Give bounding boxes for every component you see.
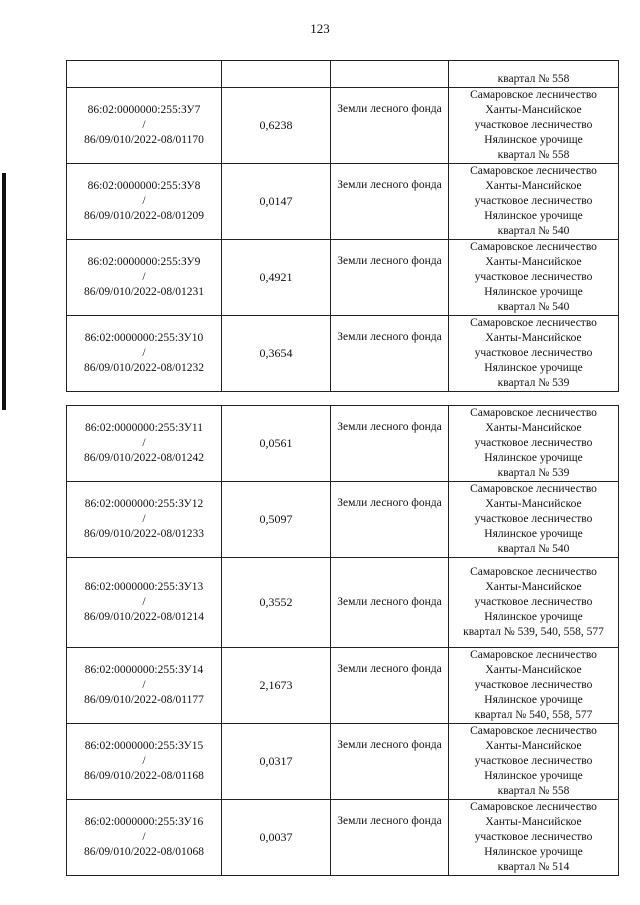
location-line: участковое лесничество xyxy=(474,195,593,207)
location-cell xyxy=(449,724,619,800)
location-line: участковое лесничество xyxy=(474,596,593,608)
separator: / xyxy=(142,271,146,283)
location-line: Самаровское лесничество xyxy=(470,483,597,495)
location-line: Нялинское урочище xyxy=(484,210,583,222)
area-cell: 2,1673 xyxy=(222,648,331,724)
land-category-cell: Земли лесного фонда xyxy=(331,482,449,558)
table-row xyxy=(67,558,619,648)
cadastral-number: 86:02:0000000:255:ЗУ10 xyxy=(84,332,204,344)
cadastral-number: 86:02:0000000:255:ЗУ14 xyxy=(84,664,204,676)
table-row xyxy=(67,88,619,164)
land-category-cell: Земли лесного фонда xyxy=(331,240,449,316)
separator: / xyxy=(142,831,146,843)
cadastral-cell xyxy=(67,482,222,558)
location-line: Нялинское урочище xyxy=(484,528,583,540)
registration-number: 86/09/010/2022-08/01242 xyxy=(83,452,205,464)
location-cell xyxy=(449,800,619,876)
location-line: участковое лесничество xyxy=(474,119,593,131)
location-line: Ханты-Мансийское xyxy=(485,581,582,593)
area-cell: 0,0037 xyxy=(222,800,331,876)
location-line: Нялинское урочище xyxy=(484,286,583,298)
cadastral-cell xyxy=(67,164,222,240)
registration-number: 86/09/010/2022-08/01231 xyxy=(83,286,205,298)
area-cell: 0,0317 xyxy=(222,724,331,800)
location-line: квартал № 540, 558, 577 xyxy=(474,709,593,721)
location-line: Ханты-Мансийское xyxy=(485,332,582,344)
cadastral-number: 86:02:0000000:255:ЗУ12 xyxy=(84,498,204,510)
margin-mark xyxy=(2,173,6,410)
location-line: Ханты-Мансийское xyxy=(485,664,582,676)
location-line: Самаровское лесничество xyxy=(470,801,597,813)
land-category-cell: Земли лесного фонда xyxy=(331,558,449,648)
location-line: Самаровское лесничество xyxy=(470,89,597,101)
table-row xyxy=(67,240,619,316)
location-line: участковое лесничество xyxy=(474,679,593,691)
registration-number: 86/09/010/2022-08/01209 xyxy=(83,210,205,222)
location-line: Нялинское урочище xyxy=(484,846,583,858)
area-cell: 0,5097 xyxy=(222,482,331,558)
table-row xyxy=(67,316,619,392)
location-line: Самаровское лесничество xyxy=(470,725,597,737)
cadastral-cell xyxy=(67,88,222,164)
area-cell: 0,6238 xyxy=(222,88,331,164)
separator: / xyxy=(142,513,146,525)
location-cell xyxy=(449,88,619,164)
registration-number: 86/09/010/2022-08/01068 xyxy=(83,846,205,858)
location-cell xyxy=(449,316,619,392)
separator: / xyxy=(142,347,146,359)
cadastral-cell xyxy=(67,316,222,392)
page-number: 123 xyxy=(310,21,330,36)
registration-number: 86/09/010/2022-08/01214 xyxy=(83,611,205,623)
table-row xyxy=(67,61,619,88)
cadastral-number: 86:02:0000000:255:ЗУ13 xyxy=(84,581,204,593)
location-line: Ханты-Мансийское xyxy=(485,498,582,510)
location-line: Ханты-Мансийское xyxy=(485,104,582,116)
separator: / xyxy=(142,195,146,207)
location-line: квартал № 540 xyxy=(497,543,570,555)
location-line: Самаровское лесничество xyxy=(470,241,597,253)
location-line: Нялинское урочище xyxy=(484,134,583,146)
location-line: Ханты-Мансийское xyxy=(485,816,582,828)
location-line: участковое лесничество xyxy=(474,513,593,525)
location-line: участковое лесничество xyxy=(474,755,593,767)
land-plots-table-1 xyxy=(66,60,619,392)
location-cell xyxy=(449,482,619,558)
cadastral-number: 86:02:0000000:255:ЗУ8 xyxy=(87,180,201,192)
location-line: Ханты-Мансийское xyxy=(485,740,582,752)
area-cell: 0,3552 xyxy=(222,558,331,648)
separator: / xyxy=(142,679,146,691)
land-category-cell: Земли лесного фонда xyxy=(331,648,449,724)
registration-number: 86/09/010/2022-08/01233 xyxy=(83,528,205,540)
table-row xyxy=(67,648,619,724)
land-category-cell: Земли лесного фонда xyxy=(331,406,449,482)
land-category-cell: Земли лесного фонда xyxy=(331,164,449,240)
cadastral-cell xyxy=(67,240,222,316)
location-line: Нялинское урочище xyxy=(484,452,583,464)
registration-number: 86/09/010/2022-08/01177 xyxy=(84,694,204,706)
cadastral-number: 86:02:0000000:255:ЗУ11 xyxy=(85,422,203,434)
table-row xyxy=(67,482,619,558)
location-line: Нялинское урочище xyxy=(484,362,583,374)
location-cell xyxy=(449,648,619,724)
cadastral-number: 86:02:0000000:255:ЗУ16 xyxy=(84,816,204,828)
location-cell xyxy=(449,406,619,482)
land-category-cell: Земли лесного фонда xyxy=(331,800,449,876)
location-line: Ханты-Мансийское xyxy=(485,256,582,268)
location-line: квартал № 558 xyxy=(497,149,570,161)
location-line: Ханты-Мансийское xyxy=(485,422,582,434)
location-line: участковое лесничество xyxy=(474,437,593,449)
separator: / xyxy=(142,755,146,767)
registration-number: 86/09/010/2022-08/01232 xyxy=(83,362,205,374)
land-category-cell: Земли лесного фонда xyxy=(331,88,449,164)
cadastral-number: 86:02:0000000:255:ЗУ15 xyxy=(84,740,204,752)
cadastral-cell xyxy=(67,648,222,724)
location-line: квартал № 540 xyxy=(497,301,570,313)
location-cell xyxy=(449,240,619,316)
location-line: Нялинское урочище xyxy=(484,694,583,706)
table-cell xyxy=(331,61,449,88)
cadastral-number: 86:02:0000000:255:ЗУ7 xyxy=(87,104,201,116)
land-plots-table-2 xyxy=(66,405,619,876)
table-cell xyxy=(67,61,222,88)
location-line: Самаровское лесничество xyxy=(470,317,597,329)
land-category-cell: Земли лесного фонда xyxy=(331,724,449,800)
location-line: квартал № 558 xyxy=(497,785,570,797)
table-row xyxy=(67,164,619,240)
table-cell xyxy=(222,61,331,88)
separator: / xyxy=(142,119,146,131)
registration-number: 86/09/010/2022-08/01168 xyxy=(84,770,204,782)
location-line: Самаровское лесничество xyxy=(470,649,597,661)
area-cell: 0,3654 xyxy=(222,316,331,392)
location-line: квартал № 540 xyxy=(497,225,570,237)
location-line: участковое лесничество xyxy=(474,831,593,843)
location-cell xyxy=(449,164,619,240)
separator: / xyxy=(142,437,146,449)
location-line: квартал № 539, 540, 558, 577 xyxy=(463,626,604,638)
location-line: участковое лесничество xyxy=(474,271,593,283)
location-cell: квартал № 558 xyxy=(449,61,619,88)
location-line: участковое лесничество xyxy=(474,347,593,359)
cadastral-cell xyxy=(67,800,222,876)
area-cell: 0,4921 xyxy=(222,240,331,316)
cadastral-cell xyxy=(67,406,222,482)
area-cell: 0,0561 xyxy=(222,406,331,482)
location-line: Самаровское лесничество xyxy=(470,165,597,177)
location-line: квартал № 539 xyxy=(497,377,570,389)
location-cell xyxy=(449,558,619,648)
location-line: Нялинское урочище xyxy=(484,770,583,782)
area-cell: 0,0147 xyxy=(222,164,331,240)
location-line: квартал № 539 xyxy=(497,467,570,479)
table-row xyxy=(67,406,619,482)
location-line: Ханты-Мансийское xyxy=(485,180,582,192)
cadastral-cell xyxy=(67,724,222,800)
location-line: Самаровское лесничество xyxy=(470,407,597,419)
location-line: Самаровское лесничество xyxy=(470,566,597,578)
table-row xyxy=(67,800,619,876)
separator: / xyxy=(142,596,146,608)
land-category-cell: Земли лесного фонда xyxy=(331,316,449,392)
location-line: Нялинское урочище xyxy=(484,611,583,623)
table-row xyxy=(67,724,619,800)
cadastral-number: 86:02:0000000:255:ЗУ9 xyxy=(87,256,201,268)
registration-number: 86/09/010/2022-08/01170 xyxy=(84,134,204,146)
cadastral-cell xyxy=(67,558,222,648)
location-line: квартал № 514 xyxy=(497,861,570,873)
